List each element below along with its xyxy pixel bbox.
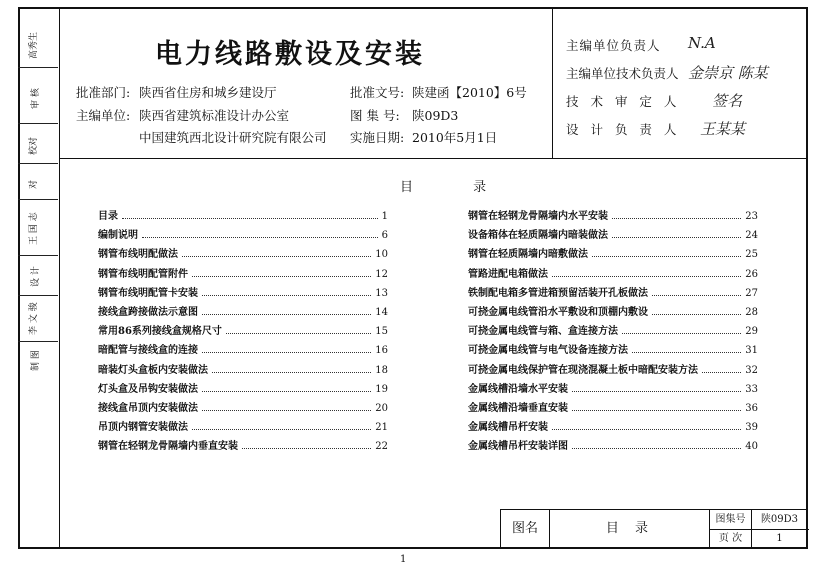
toc-entry-page: 28 (745, 307, 758, 318)
toc-leader-dots (572, 410, 741, 411)
toc-entry[interactable] (98, 402, 388, 416)
atlas-number-label: 图集号 (715, 514, 746, 525)
toc-leader-dots (572, 391, 741, 392)
toc-leader-dots (592, 256, 741, 257)
toc-leader-dots (202, 352, 371, 353)
atlas-no-label: 图 集 号: (350, 108, 400, 123)
atlas-number-value: 陕09D3 (760, 514, 799, 525)
toc-entry-title: 金属线槽沿墙垂直安装 (468, 403, 568, 414)
toc-leader-dots (572, 448, 741, 449)
toc-entry-page: 39 (745, 422, 758, 434)
toc-entry[interactable] (468, 440, 758, 454)
signature-label: 设 计 负 责 人 (566, 122, 681, 137)
page-value: 1 (776, 533, 783, 544)
toc-leader-dots (192, 429, 371, 430)
toc-entry[interactable] (98, 364, 388, 378)
toc-leader-dots (142, 237, 378, 238)
toc-entry-title: 灯头盒及吊钩安装做法 (98, 383, 198, 395)
toc-entry[interactable] (98, 210, 388, 224)
toc-entry-title: 钢管在轻钢龙骨隔墙内水平安装 (468, 211, 608, 222)
toc-entry-page: 24 (745, 230, 758, 242)
toc-entry[interactable] (98, 229, 388, 243)
title-block-divider (549, 510, 550, 548)
toc-leader-dots (652, 314, 741, 315)
toc-entry-page: 25 (745, 249, 758, 261)
handwritten-signature: 王某某 (700, 120, 746, 138)
toc-entry-title: 管路进配电箱做法 (468, 268, 548, 280)
toc-entry[interactable] (468, 306, 758, 320)
strip-cell (18, 67, 58, 124)
strip-label: 设 计 (31, 266, 41, 287)
left-signature-strip (18, 7, 60, 549)
toc-entry-page: 32 (745, 364, 758, 376)
strip-label: 校对 (29, 136, 39, 155)
toc-entry-title: 接线盒吊顶内安装做法 (98, 403, 198, 414)
editor-unit-1: 陕西省建筑标准设计办公室 (139, 108, 290, 123)
signature-label: 技 术 审 定 人 (566, 94, 681, 109)
toc-leader-dots (202, 391, 371, 392)
toc-entry-page: 13 (375, 287, 388, 299)
toc-right-column (468, 210, 758, 460)
toc-entry-title: 钢管布线明配做法 (98, 249, 178, 261)
toc-entry-title: 暗配管与接线盒的连接 (98, 345, 198, 357)
signature-label: 主编单位负责人 (566, 38, 661, 53)
toc-entry-page: 26 (745, 268, 758, 280)
toc-entry-title: 钢管布线明配管附件 (98, 268, 188, 280)
toc-entry-page: 33 (745, 383, 758, 395)
toc-entry[interactable] (98, 306, 388, 320)
strip-label: 李 文 骏 (29, 302, 39, 335)
toc-entry[interactable] (468, 268, 758, 282)
toc-leader-dots (552, 276, 741, 277)
toc-entry-title: 接线盒跨接做法示意图 (98, 307, 198, 318)
approval-dept: 陕西省住房和城乡建设厅 (139, 85, 277, 100)
toc-entry-page: 23 (745, 211, 758, 222)
toc-entry-page: 1 (381, 211, 388, 222)
effective-date: 2010年5月1日 (412, 130, 498, 145)
toc-entry[interactable] (468, 383, 758, 397)
toc-entry-page: 19 (375, 383, 388, 395)
strip-label: 王 国 志 (29, 212, 39, 245)
toc-entry-page: 16 (375, 345, 388, 357)
header-vertical-divider (552, 7, 553, 158)
strip-label: 审 核 (31, 88, 41, 109)
toc-leader-dots (632, 352, 741, 353)
drawing-name-label: 图名 (511, 521, 538, 536)
toc-entry-page: 22 (375, 441, 388, 453)
toc-entry[interactable] (468, 402, 758, 416)
strip-cell (18, 123, 58, 164)
toc-entry-page: 18 (375, 364, 388, 376)
toc-entry-page: 12 (375, 268, 388, 280)
toc-leader-dots (552, 429, 741, 430)
handwritten-signature: 金崇京 陈某 (688, 64, 768, 82)
strip-cell (18, 163, 58, 200)
toc-leader-dots (622, 333, 741, 334)
toc-entry-title: 常用86系列接线盒规格尺寸 (98, 326, 222, 338)
strip-label: 高秀生 (29, 31, 39, 59)
strip-cell (18, 199, 58, 256)
toc-entry-page: 10 (375, 249, 388, 261)
toc-entry[interactable] (98, 268, 388, 282)
toc-entry-page: 29 (745, 326, 758, 338)
toc-entry[interactable] (98, 248, 388, 262)
toc-entry-page: 21 (375, 422, 388, 434)
toc-entry-title: 暗装灯头盒板内安装做法 (98, 364, 208, 376)
toc-leader-dots (202, 314, 371, 315)
strip-cell (18, 295, 58, 342)
toc-entry-title: 可挠金属电线管与电气设备连接方法 (468, 345, 628, 357)
toc-entry[interactable] (98, 440, 388, 454)
toc-entry-title: 目录 (98, 211, 118, 222)
toc-leader-dots (192, 276, 371, 277)
header-divider (60, 158, 808, 159)
toc-entry[interactable] (468, 210, 758, 224)
toc-entry[interactable] (468, 344, 758, 358)
toc-entry-page: 14 (375, 307, 388, 318)
toc-entry[interactable] (468, 229, 758, 243)
toc-entry-page: 40 (745, 441, 758, 453)
toc-leader-dots (702, 372, 741, 373)
toc-leader-dots (226, 333, 371, 334)
toc-entry-title: 金属线槽吊杆安装详图 (468, 441, 568, 453)
toc-entry[interactable] (98, 383, 388, 397)
toc-entry[interactable] (468, 364, 758, 378)
toc-leader-dots (212, 372, 371, 373)
page-title: 电力线路敷设及安装 (155, 39, 425, 70)
strip-label: 制 图 (31, 350, 41, 371)
strip-label: 对 (29, 179, 39, 189)
toc-entry-title: 吊顶内钢管安装做法 (98, 422, 188, 434)
toc-entry-title: 钢管在轻质隔墙内暗敷做法 (468, 249, 588, 261)
toc-entry-page: 6 (381, 230, 388, 242)
toc-leader-dots (612, 218, 741, 219)
toc-entry-title: 可挠金属电线保护管在现浇混凝土板中暗配安装方法 (468, 364, 698, 376)
toc-entry[interactable] (468, 287, 758, 301)
approval-doc-label: 批准文号: (350, 85, 405, 100)
toc-entry-title: 铁制配电箱多管进箱预留活装开孔板做法 (468, 287, 648, 299)
effective-date-label: 实施日期: (350, 130, 405, 145)
toc-entry[interactable] (98, 325, 388, 339)
toc-entry[interactable] (98, 344, 388, 358)
toc-leader-dots (202, 410, 371, 411)
toc-entry-title: 设备箱体在轻质隔墙内暗装做法 (468, 230, 608, 242)
signature-label: 主编单位技术负责人 (566, 66, 679, 81)
strip-cell (18, 255, 58, 296)
approval-doc: 陕建函【2010】6号 (412, 85, 527, 100)
toc-entry-page: 27 (745, 287, 758, 299)
page-label: 页 次 (718, 533, 743, 544)
toc-entry-title: 金属线槽沿墙水平安装 (468, 383, 568, 395)
toc-entry-page: 20 (375, 403, 388, 414)
handwritten-signature: 签名 (712, 92, 743, 110)
editor-unit-label: 主编单位: (76, 108, 131, 123)
toc-entry-page: 15 (375, 326, 388, 338)
toc-entry[interactable] (468, 325, 758, 339)
toc-entry-title: 钢管在轻钢龙骨隔墙内垂直安装 (98, 441, 238, 453)
toc-leader-dots (202, 295, 371, 296)
editor-unit-2: 中国建筑西北设计研究院有限公司 (139, 130, 327, 145)
toc-entry-title: 编制说明 (98, 230, 138, 242)
toc-entry-title: 可挠金属电线管与箱、盒连接方法 (468, 326, 618, 338)
approval-dept-label: 批准部门: (76, 85, 131, 100)
toc-entry-page: 31 (745, 345, 758, 357)
toc-leader-dots (652, 295, 741, 296)
toc-leader-dots (612, 237, 741, 238)
title-block (500, 509, 808, 549)
toc-entry-title: 金属线槽吊杆安装 (468, 422, 548, 434)
toc-entry-page: 36 (745, 403, 758, 414)
toc-entry-title: 可挠金属电线管沿水平敷设和顶棚内敷设 (468, 307, 648, 318)
toc-entry[interactable] (468, 421, 758, 435)
drawing-name-value: 目 录 (605, 521, 655, 536)
toc-leader-dots (182, 256, 371, 257)
toc-left-column (98, 210, 388, 460)
atlas-no: 陕09D3 (412, 108, 459, 123)
strip-cell (18, 7, 58, 68)
toc-entry[interactable] (468, 248, 758, 262)
toc-entry[interactable] (98, 421, 388, 435)
page-number: 1 (400, 554, 407, 565)
toc-entry[interactable] (98, 287, 388, 301)
handwritten-signature: N.A (688, 34, 716, 52)
strip-cell (18, 341, 58, 377)
toc-leader-dots (242, 448, 371, 449)
toc-leader-dots (122, 218, 378, 219)
toc-entry-title: 钢管布线明配管卡安装 (98, 287, 198, 299)
toc-heading: 目 录 (400, 180, 515, 195)
